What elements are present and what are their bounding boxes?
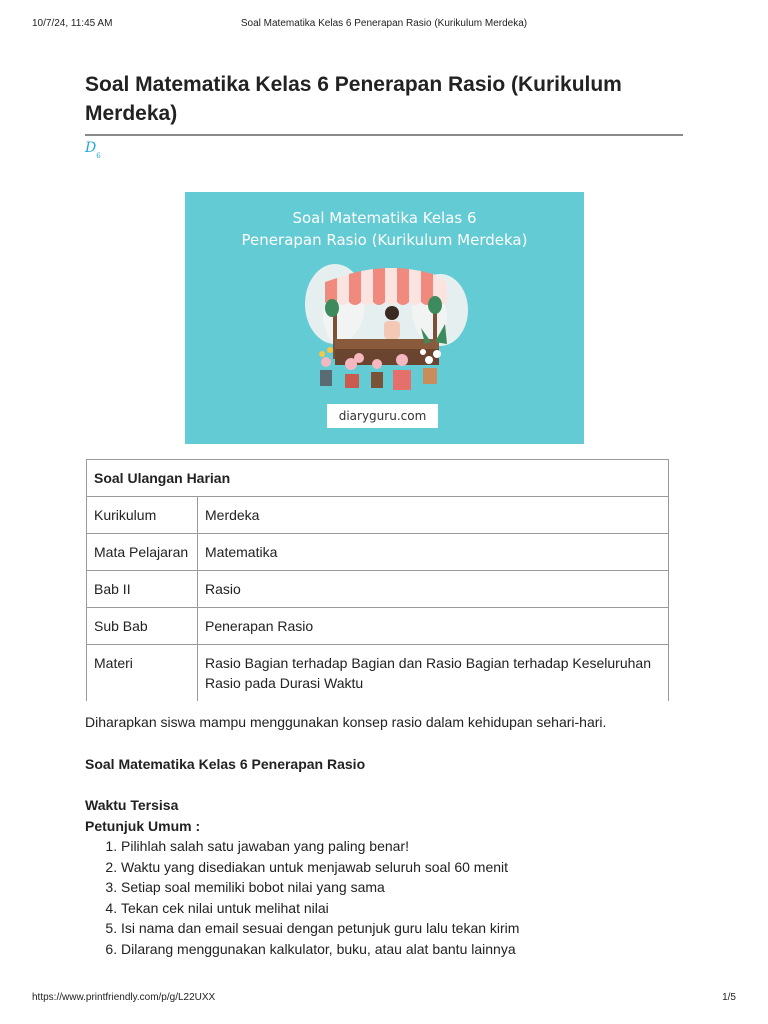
table-row [87, 608, 669, 645]
list-item: 6. Dilarang menggunakan kalkulator, buku, atau alat bantu lainnya [121, 939, 721, 960]
page-title: Soal Matematika Kelas 6 Penerapan Rasio (Kurikulum Merdeka) [85, 73, 622, 125]
time-remaining-label: Waktu Tersisa [85, 797, 179, 813]
table-row [87, 645, 669, 702]
row-value: Matematika [198, 534, 669, 571]
instructions-list [85, 836, 721, 959]
title-divider [85, 134, 683, 136]
row-value: Merdeka [198, 497, 669, 534]
row-value: Rasio Bagian terhadap Bagian dan Rasio Bagian terhadap Keseluruhan Rasio pada Durasi Waktu [198, 645, 669, 702]
print-doc-title: Soal Matematika Kelas 6 Penerapan Rasio (Kurikulum Merdeka) [240, 18, 528, 29]
row-label: Sub Bab [87, 608, 198, 645]
row-value: Penerapan Rasio [198, 608, 669, 645]
section-heading: Soal Matematika Kelas 6 Penerapan Rasio [85, 756, 366, 772]
print-datetime: 10/7/24, 11:45 AM [32, 18, 113, 29]
row-label: Kurikulum [87, 497, 198, 534]
row-label: Mata Pelajaran [87, 534, 198, 571]
print-url: https://www.printfriendly.com/p/g/L22UXX [32, 992, 216, 1003]
list-item: 1. Pilihlah salah satu jawaban yang paling benar! [121, 836, 721, 857]
print-footer [32, 992, 736, 1006]
article-header [85, 70, 683, 160]
table-header: Soal Ulangan Harian [87, 460, 669, 497]
row-value: Rasio [198, 571, 669, 608]
list-item: 4. Tekan cek nilai untuk melihat nilai [121, 898, 721, 919]
hero-image [185, 192, 584, 444]
hero-site-label: diaryguru.com [327, 404, 438, 428]
list-item: 3. Setiap soal memiliki bobot nilai yang sama [121, 877, 721, 898]
table-header-row [87, 460, 669, 497]
row-label: Bab II [87, 571, 198, 608]
intro-paragraph: Diharapkan siswa mampu menggunakan konsep rasio dalam kehidupan sehari-hari. [85, 714, 607, 730]
table-row [87, 534, 669, 571]
author-logo-icon[interactable]: $D_6$ [85, 140, 101, 160]
page-number: 1/5 [722, 992, 736, 1003]
instructions-heading: Petunjuk Umum : [85, 818, 201, 834]
table-row [87, 497, 669, 534]
row-label: Materi [87, 645, 198, 702]
info-table [86, 459, 669, 701]
hero-title-line2: Penerapan Rasio (Kurikulum Merdeka) [241, 231, 528, 249]
table-row [87, 571, 669, 608]
print-header [32, 18, 736, 32]
hero-title-line1: Soal Matematika Kelas 6 [292, 209, 477, 227]
list-item: 2. Waktu yang disediakan untuk menjawab seluruh soal 60 menit [121, 857, 721, 878]
list-item: 5. Isi nama dan email sesuai dengan petunjuk guru lalu tekan kirim [121, 918, 721, 939]
